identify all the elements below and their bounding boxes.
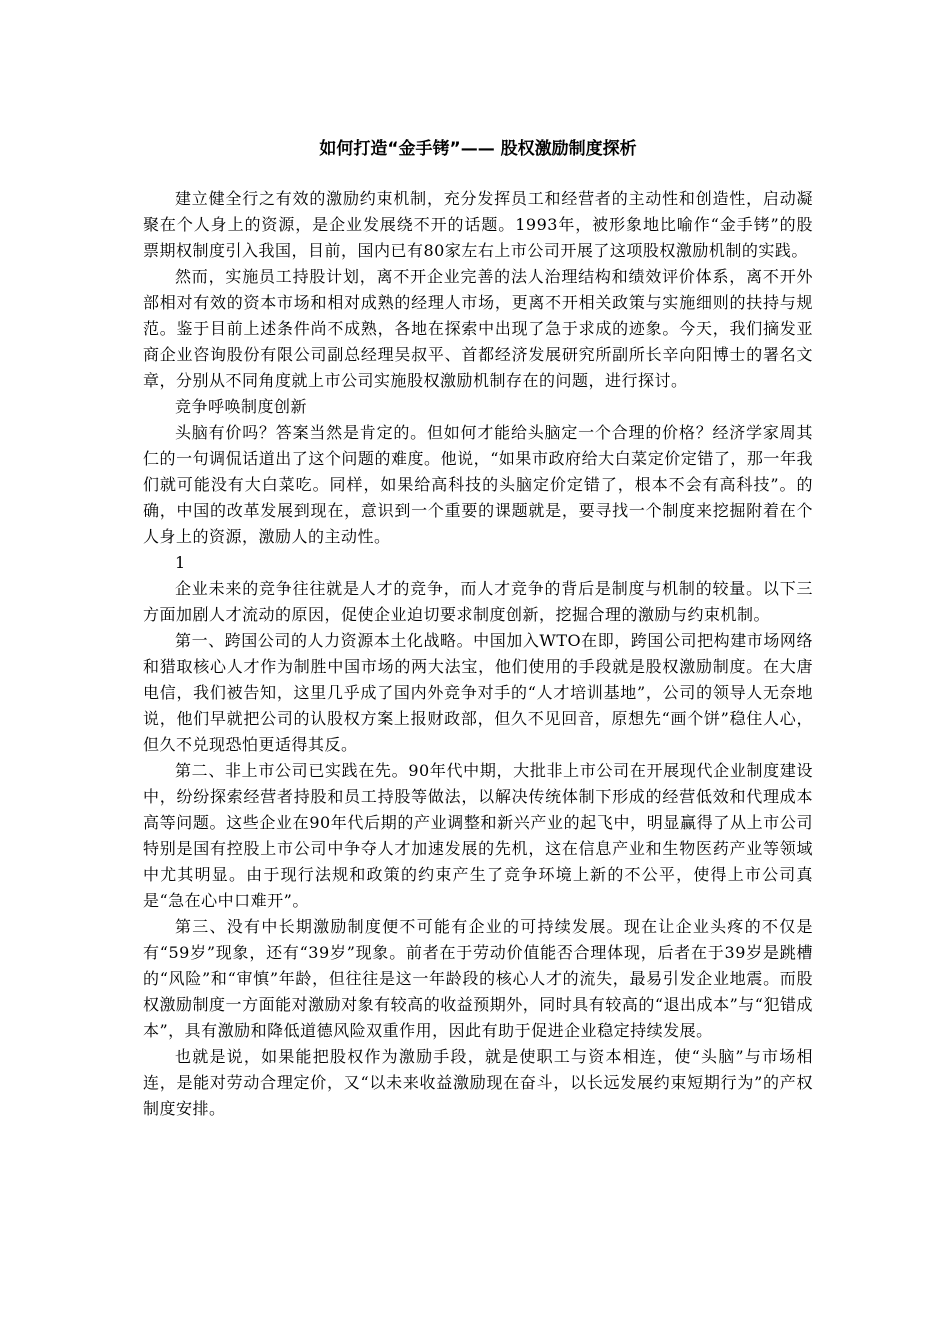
paragraph-intro: 建立健全行之有效的激励约束机制，充分发挥员工和经营者的主动性和创造性，启动凝聚在个人身上的资源，是企业发展绕不开的话题。1993年，被形象地比喻作“金手铐”的股票期权制度引入我国，目前，国内已有80家左右上市公司开展了这项股权激励机制的实践。	[143, 189, 813, 260]
paragraph-brain-price: 头脑有价吗？答案当然是肯定的。但如何才能给头脑定一个合理的价格？经济学家周其仁的一句调侃话道出了这个问题的难度。他说，“如果市政府给大白菜定价定错了，那一年我们就可能没有大白菜吃。同样，如果给高科技的头脑定价定错了，根本不会有高科技”。的确，中国的改革发展到现在，意识到一个重要的课题就是，要寻找一个制度来挖掘附着在个人身上的资源，激励人的主动性。	[143, 423, 813, 546]
document-title: 如何打造“金手铐”—— 股权激励制度探析	[319, 139, 637, 159]
section-heading: 竞争呼唤制度创新	[175, 397, 308, 416]
paragraph-talent-competition: 企业未来的竞争往往就是人才的竞争，而人才竞争的背后是制度与机制的较量。以下三方面加剧人才流动的原因，促使企业迫切要求制度创新，挖掘合理的激励与约束机制。	[143, 579, 813, 624]
paragraph-point-three: 第三、没有中长期激励制度便不可能有企业的可持续发展。现在让企业头疼的不仅是有“59岁”现象，还有“39岁”现象。前者在于劳动价值能否合理体现，后者在于39岁是跳槽的“风险”和“审慎”年龄，但往往是这一年龄段的核心人才的流失，最易引发企业地震。而股权激励制度一方面能对激励对象有较高的收益预期外，同时具有较高的“退出成本”与“犯错成本”，具有激励和降低道德风险双重作用，因此有助于促进企业稳定持续发展。	[143, 917, 813, 1040]
paragraph-editor-note: 然而，实施员工持股计划，离不开企业完善的法人治理结构和绩效评价体系，离不开外部相对有效的资本市场和相对成熟的经理人市场，更离不开相关政策与实施细则的扶持与规范。鉴于目前上述条件尚不成熟，各地在探索中出现了急于求成的迹象。今天，我们摘发亚商企业咨询股份有限公司副总经理吴叔平、首都经济发展研究所副所长辛向阳博士的署名文章，分别从不同角度就上市公司实施股权激励机制存在的问题，进行探讨。	[143, 267, 813, 390]
paragraph-point-two: 第二、非上市公司已实践在先。90年代中期，大批非上市公司在开展现代企业制度建设中，纷纷探索经营者持股和员工持股等做法，以解决传统体制下形成的经营低效和代理成本高等问题。这些企业在90年代后期的产业调整和新兴产业的起飞中，明显赢得了从上市公司特别是国有控股上市公司中争夺人才加速发展的先机，这在信息产业和生物医药产业等领域中尤其明显。由于现行法规和政策的约束产生了竞争环境上新的不公平，使得上市公司真是“急在心中口难开”。	[143, 761, 813, 910]
document-page	[143, 138, 813, 1122]
paragraph-conclusion: 也就是说，如果能把股权作为激励手段，就是使职工与资本相连，使“头脑”与市场相连，是能对劳动合理定价，又“以未来收益激励现在奋斗，以长远发展约束短期行为”的产权制度安排。	[143, 1047, 813, 1118]
paragraph-point-one: 第一、跨国公司的人力资源本土化战略。中国加入WTO在即，跨国公司把构建市场网络和猎取核心人才作为制胜中国市场的两大法宝，他们使用的手段就是股权激励制度。在大唐电信，我们被告知，这里几乎成了国内外竞争对手的“人才培训基地”，公司的领导人无奈地说，他们早就把公司的认股权方案上报财政部，但久不见回音，原想先“画个饼”稳住人心，但久不兑现恐怕更适得其反。	[143, 631, 813, 754]
footnote-number: 1	[175, 553, 186, 572]
